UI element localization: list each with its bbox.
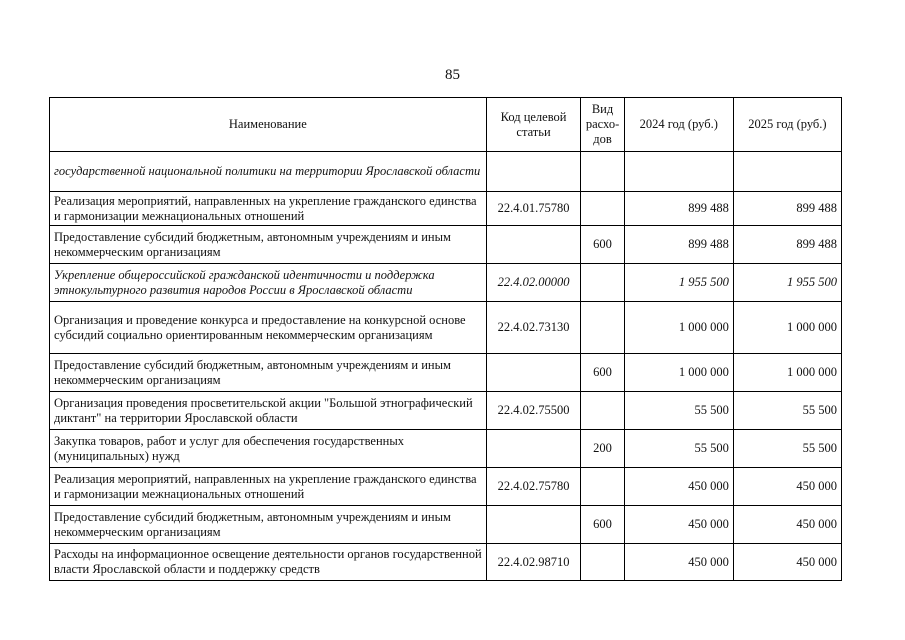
row-type-cell: 600: [581, 354, 624, 392]
row-code-cell: 22.4.02.73130: [486, 302, 581, 354]
page-number: 85: [445, 67, 460, 83]
row-name-cell: Предоставление субсидий бюджетным, автономным учреждениям и иным некоммерческим организациям: [50, 226, 487, 264]
header-name: Наименование: [50, 98, 487, 152]
table-row: [50, 152, 842, 192]
row-2025-cell: 899 488: [733, 226, 841, 264]
header-year-2025: 2025 год (руб.): [733, 98, 841, 152]
row-code-cell: [486, 430, 581, 468]
row-2024-cell: 1 955 500: [624, 264, 733, 302]
row-2024-cell: 55 500: [624, 430, 733, 468]
row-2024-cell: 899 488: [624, 192, 733, 226]
row-2025-cell: [733, 152, 841, 192]
row-name-cell: Закупка товаров, работ и услуг для обеспечения государственных (муниципальных) нужд: [50, 430, 487, 468]
row-name-cell: Реализация мероприятий, направленных на укрепление гражданского единства и гармонизации межнациональных отношений: [50, 192, 487, 226]
row-type-cell: [581, 152, 624, 192]
row-type-cell: [581, 544, 624, 581]
row-code-cell: [486, 506, 581, 544]
row-type-cell: [581, 302, 624, 354]
row-name-cell: государственной национальной политики на территории Ярославской области: [50, 152, 487, 192]
row-2025-cell: 450 000: [733, 506, 841, 544]
header-type: Вид расхо-дов: [581, 98, 624, 152]
row-name-cell: Организация проведения просветительской акции "Большой этнографический диктант" на территории Ярославской области: [50, 392, 487, 430]
header-year-2024: 2024 год (руб.): [624, 98, 733, 152]
row-2024-cell: 450 000: [624, 506, 733, 544]
row-code-cell: 22.4.02.98710: [486, 544, 581, 581]
table-row: [50, 302, 842, 354]
row-2025-cell: 55 500: [733, 430, 841, 468]
row-2025-cell: 1 000 000: [733, 302, 841, 354]
row-code-cell: 22.4.02.75780: [486, 468, 581, 506]
row-2024-cell: 899 488: [624, 226, 733, 264]
row-2024-cell: [624, 152, 733, 192]
row-2025-cell: 899 488: [733, 192, 841, 226]
row-type-cell: [581, 392, 624, 430]
row-name-cell: Организация и проведение конкурса и предоставление на конкурсной основе субсидий социально ориентированным некоммерческим организациям: [50, 302, 487, 354]
table-row: [50, 468, 842, 506]
row-2025-cell: 1 955 500: [733, 264, 841, 302]
table-row: [50, 192, 842, 226]
row-type-cell: [581, 264, 624, 302]
row-2024-cell: 1 000 000: [624, 302, 733, 354]
row-code-cell: 22.4.02.75500: [486, 392, 581, 430]
table-row: [50, 506, 842, 544]
row-code-cell: [486, 226, 581, 264]
row-name-cell: Реализация мероприятий, направленных на укрепление гражданского единства и гармонизации межнациональных отношений: [50, 468, 487, 506]
row-type-cell: [581, 468, 624, 506]
row-name-cell: Расходы на информационное освещение деятельности органов государственной власти Ярославской области и поддержку средств: [50, 544, 487, 581]
row-code-cell: 22.4.02.00000: [486, 264, 581, 302]
row-name-cell: Предоставление субсидий бюджетным, автономным учреждениям и иным некоммерческим организациям: [50, 506, 487, 544]
row-2025-cell: 450 000: [733, 544, 841, 581]
table-header-row: [50, 98, 842, 152]
row-code-cell: 22.4.01.75780: [486, 192, 581, 226]
row-code-cell: [486, 152, 581, 192]
row-2024-cell: 55 500: [624, 392, 733, 430]
budget-table: [49, 97, 842, 581]
table-body: [50, 152, 842, 581]
row-2024-cell: 1 000 000: [624, 354, 733, 392]
table-row: [50, 544, 842, 581]
row-type-cell: 600: [581, 506, 624, 544]
row-2025-cell: 1 000 000: [733, 354, 841, 392]
row-type-cell: 600: [581, 226, 624, 264]
table-row: [50, 226, 842, 264]
row-2024-cell: 450 000: [624, 544, 733, 581]
table-row: [50, 264, 842, 302]
table-row: [50, 430, 842, 468]
row-2024-cell: 450 000: [624, 468, 733, 506]
row-name-cell: Укрепление общероссийской гражданской идентичности и поддержка этнокультурного развития народов России в Ярославской области: [50, 264, 487, 302]
row-name-cell: Предоставление субсидий бюджетным, автономным учреждениям и иным некоммерческим организациям: [50, 354, 487, 392]
header-code: Код целевой статьи: [486, 98, 581, 152]
table-row: [50, 354, 842, 392]
row-type-cell: 200: [581, 430, 624, 468]
row-2025-cell: 55 500: [733, 392, 841, 430]
table-row: [50, 392, 842, 430]
row-type-cell: [581, 192, 624, 226]
row-code-cell: [486, 354, 581, 392]
row-2025-cell: 450 000: [733, 468, 841, 506]
